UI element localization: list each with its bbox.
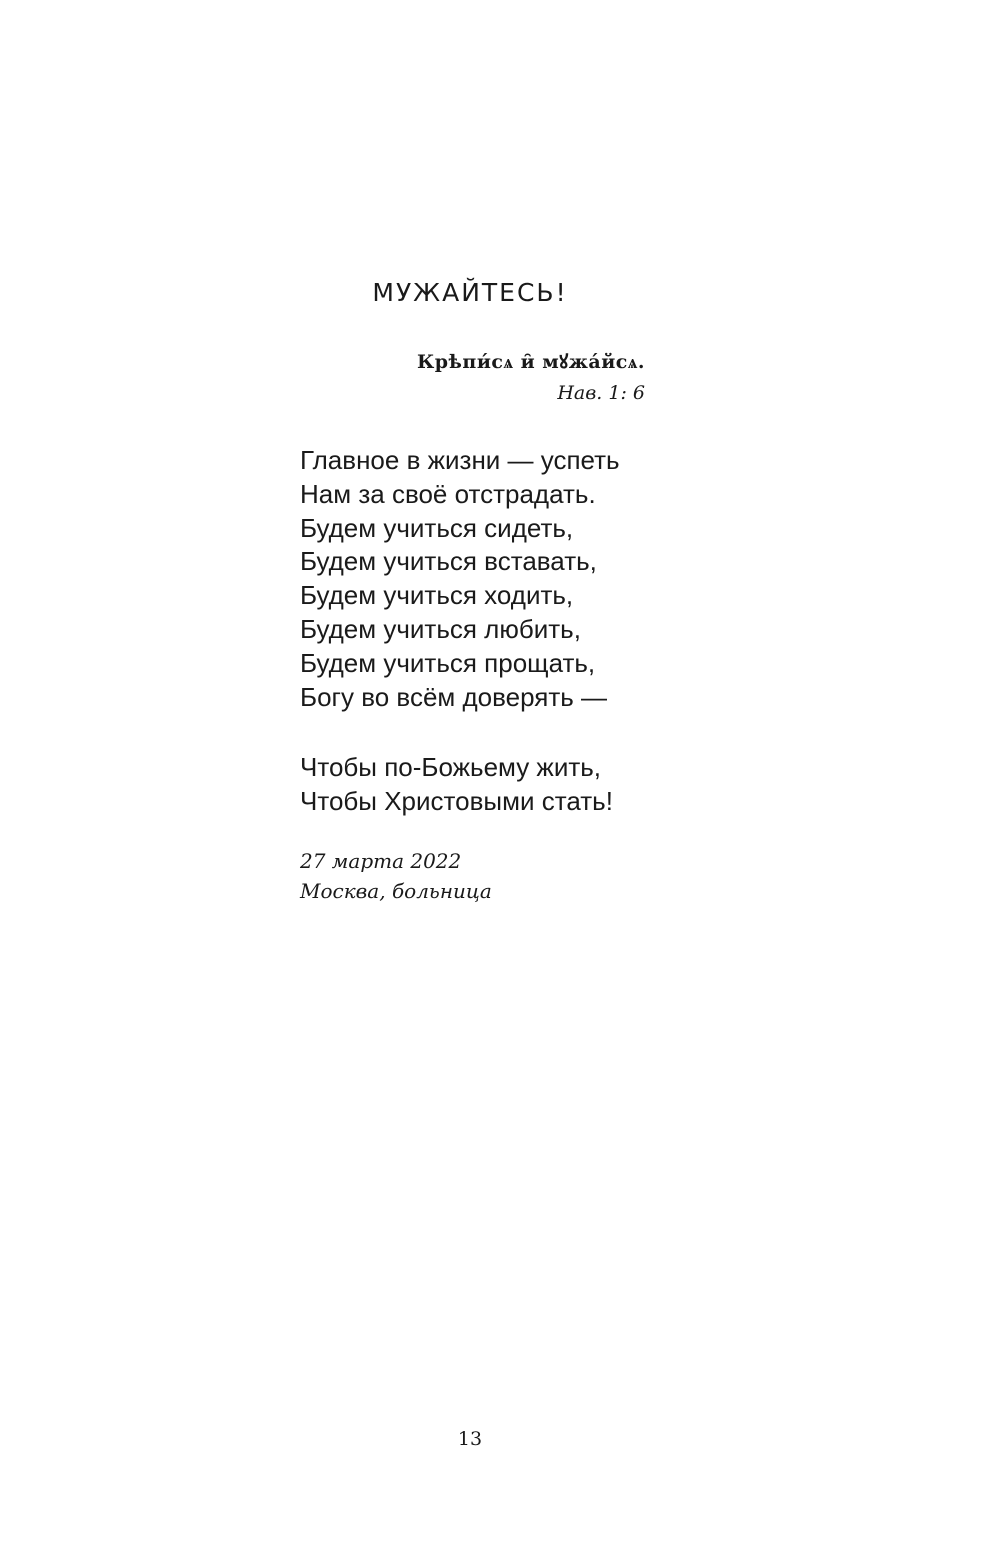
epigraph [417,346,645,408]
verse-line: Нам за своё отстрадать. [300,478,596,509]
signature-place: Москва, больница [300,879,492,903]
poem-title: МУЖАЙТЕСЬ! [372,278,568,307]
verse-line: Чтобы по-Божьему жить, [300,752,602,782]
verse-line: Будем учиться вставать, [300,546,597,577]
stanza-2 [300,751,613,819]
verse-line: Будем учиться прощать, [300,647,596,678]
signature-date: 27 марта 2022 [300,849,462,873]
verse-line: Чтобы Христовыми стать! [300,785,613,816]
verse-line: Главное в жизни — успеть [300,445,620,475]
verse-line: Будем учиться сидеть, [300,512,574,543]
verse-line: Будем учиться любить, [300,613,581,644]
stanza-1 [300,444,620,714]
page-number: 13 [457,1428,483,1450]
verse-line: Богу во всём доверять — [300,681,608,712]
poem-signature [300,846,492,906]
epigraph-reference: Нав. 1: 6 [557,382,645,404]
verse-line: Будем учиться ходить, [300,580,574,611]
epigraph-quote: Крѣпи́сѧ и̑ мꙋжа́йсѧ. [416,351,645,373]
